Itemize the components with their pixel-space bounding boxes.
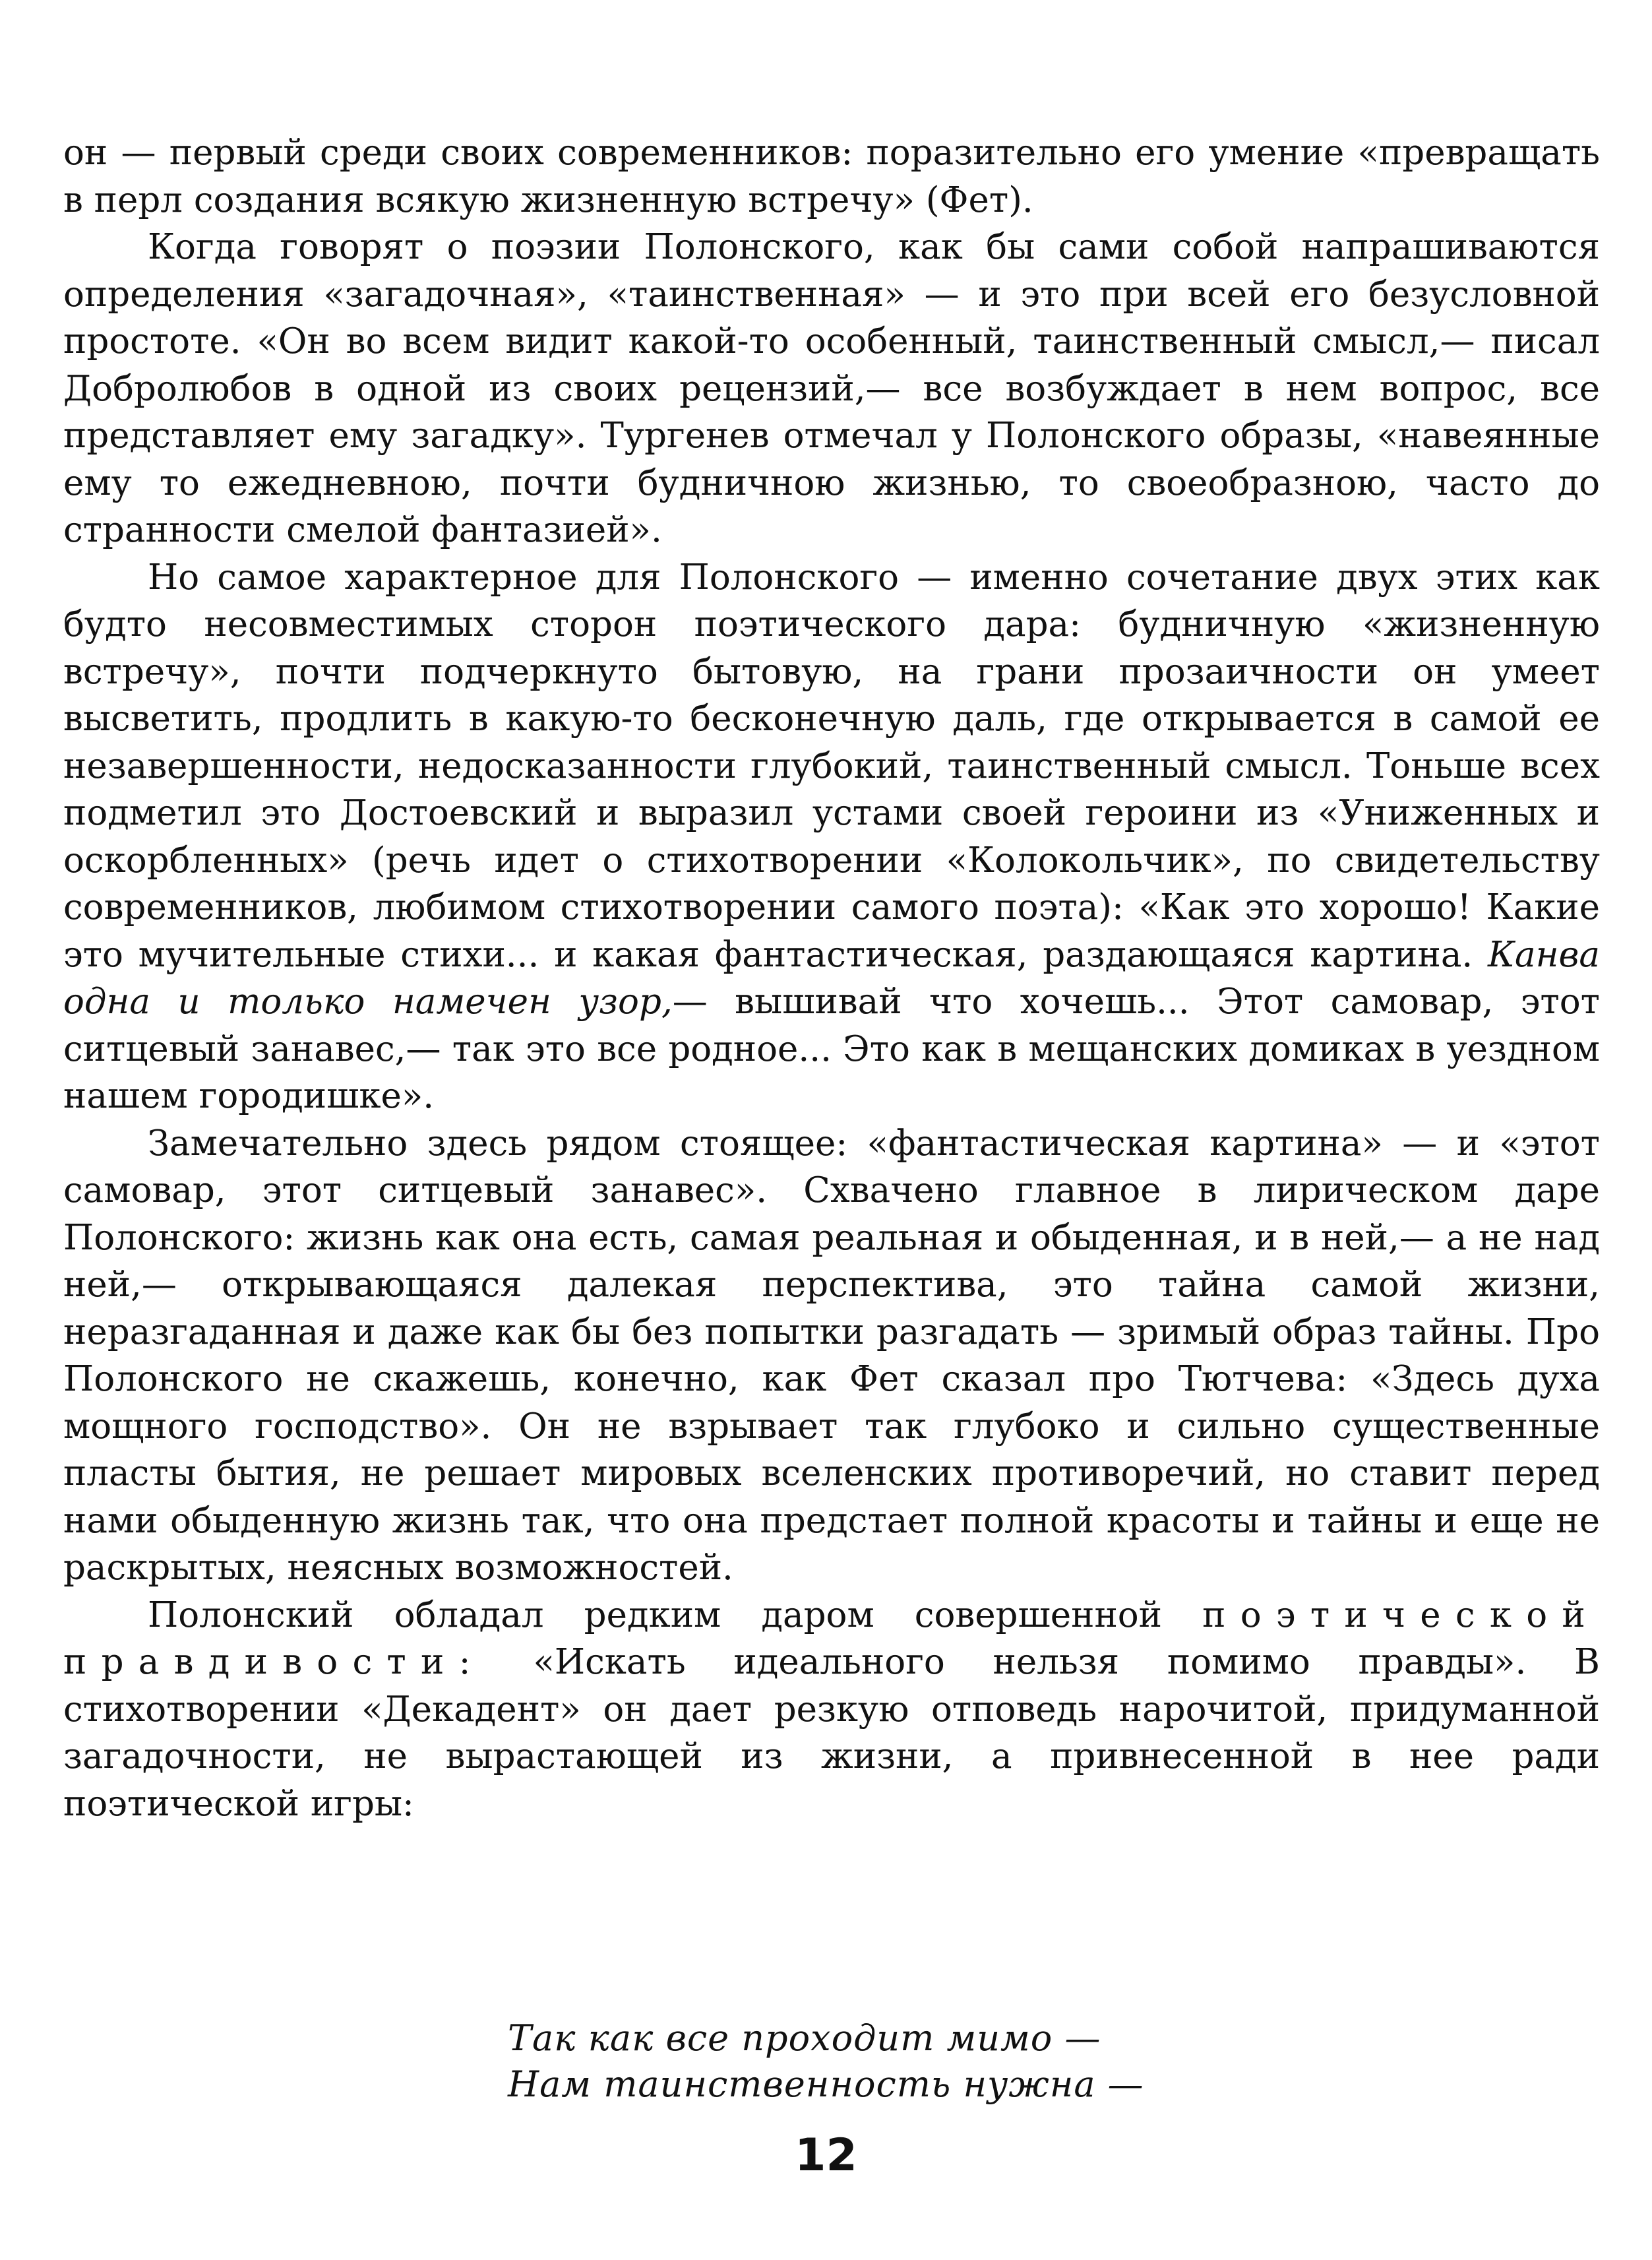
paragraph-4-text: Замечательно здесь рядом стоящее: «фантастическая картина» — и «этот самовар, этот ситцевый занавес». Схвачено главное в лирическом даре Полонского: жизнь как она есть, самая реальная и обыденная, и в ней,— а не над ней,— открывающаяся далекая перспектива, это тайна самой жизни, неразгаданная и даже как бы без попытки разгадать — зримый образ тайны. Про Полонского не скажешь, конечно, как Фет сказал про Тютчева: «Здесь духа мощного господство». Он не взрывает так глубоко и сильно существенные пласты бытия, не решает мировых вселенских противоречий, но ставит перед нами обыденную жизнь так, что она предстает полной красоты и тайны и еще не раскрытых, неясных возможностей. [63, 1123, 1600, 1588]
paragraph-5-spaced-emphasis: поэтической правдивости: [63, 1594, 1600, 1682]
paragraph-3 [63, 554, 1600, 1120]
verse-line-1: Так как все проходит мимо — [508, 2017, 1101, 2059]
page-number: 12 [795, 2129, 857, 2182]
paragraph-5 [63, 1592, 1600, 1828]
paragraph-3-italic-quote: Канва одна и только намечен узор, [63, 934, 1600, 1022]
paragraph-2-text: Когда говорят о поэзии Полонского, как бы сами собой напрашиваются определения «загадочная», «таинственная» — и это при всей его безусловной простоте. «Он во всем видит какой-то особенный, таинственный смысл,— писал Добролюбов в одной из своих рецензий,— все возбуждает в нем вопрос, все представляет ему загадку». Тургенев отмечал у Полонского образы, «навеянные ему то ежедневною, почти будничною жизнью, то своеобразною, часто до странности смелой фантазией». [63, 227, 1600, 550]
paragraph-5-text-a: Полонский обладал редким даром совершенной [148, 1594, 1203, 1635]
paragraph-2 [63, 224, 1600, 554]
verse-line-2: Нам таинственность нужна — [508, 2063, 1144, 2105]
paragraph-4 [63, 1120, 1600, 1592]
verse-quote [508, 2015, 1144, 2108]
paragraph-5-text-b: «Искать идеального нельзя помимо правды». В стихотворении «Декадент» он дает резкую отповедь нарочитой, придуманной загадочности, не вырастающей из жизни, а привнесенной в нее ради поэтической игры: [63, 1642, 1600, 1824]
paragraph-1-text: он — первый среди своих современников: поразительно его умение «превращать в перл создания всякую жизненную встречу» (Фет). [63, 133, 1600, 220]
paragraph-3-text-a: Но самое характерное для Полонского — именно сочетание двух этих как будто несовместимых сторон поэтического дара: будничную «жизненную встречу», почти подчеркнуто бытовую, на грани прозаичности он умеет высветить, продлить в какую-то бесконечную даль, где открывается в самой ее незавершенности, недосказанности глубокий, таинственный смысл. Тоньше всех подметил это Достоевский и выразил устами своей героини из «Униженных и оскорбленных» (речь идет о стихотворении «Колокольчик», по свидетельству современников, любимом стихотворении самого поэта): «Как это хорошо! Какие это мучительные стихи... и какая фантастическая, раздающаяся картина. [63, 557, 1600, 975]
paragraph-3-text-b: — вышивай что хочешь... Этот самовар, этот ситцевый занавес,— так это все родное... Это как в мещанских домиках в уездном нашем городишке». [63, 982, 1600, 1116]
paragraph-1 [63, 129, 1600, 224]
body-text [63, 129, 1600, 1827]
